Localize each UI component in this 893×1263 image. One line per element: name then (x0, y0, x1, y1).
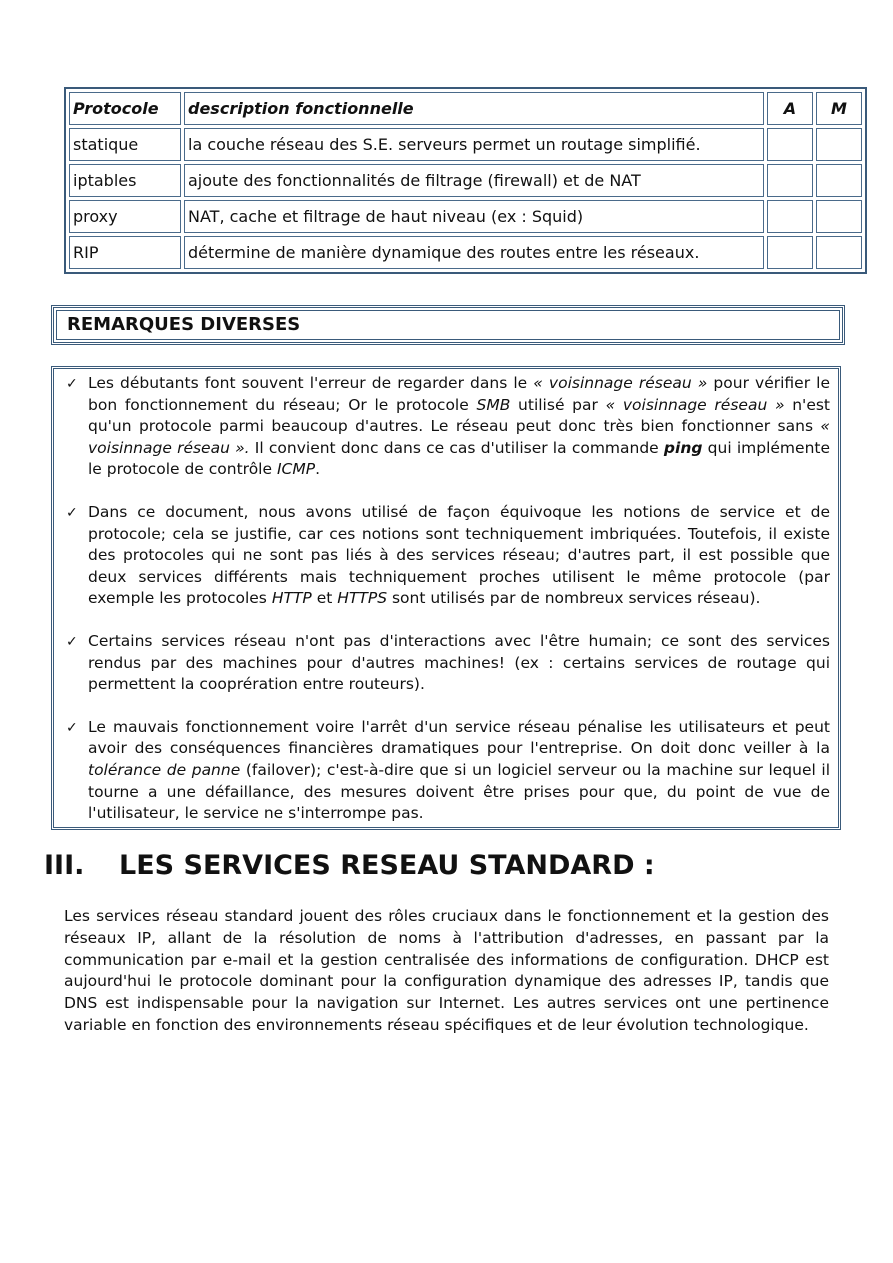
header-protocol: Protocole (69, 92, 181, 125)
table-header-row (69, 92, 862, 125)
table-row (69, 200, 862, 233)
remark-text: tolérance de panne (88, 760, 241, 779)
table-row (69, 164, 862, 197)
remarks-title: REMARQUES DIVERSES (56, 310, 840, 340)
cell-description: NAT, cache et filtrage de haut niveau (ex : Squid) (184, 200, 764, 233)
check-icon: ✓ (66, 376, 78, 392)
cell-protocol: proxy (69, 200, 181, 233)
cell-m (816, 236, 862, 269)
protocol-table (64, 87, 867, 274)
table-row (69, 236, 862, 269)
check-icon: ✓ (66, 633, 78, 650)
cell-description: la couche réseau des S.E. serveurs permet un routage simplifié. (184, 128, 764, 161)
remark-text: SMB (476, 395, 511, 414)
remark-text: et (311, 589, 338, 608)
remark-text: n'est qu'un protocole parmi beaucoup d'autres. Le réseau peut donc très bien fonctionner sans (88, 395, 831, 436)
cell-protocol: statique (69, 128, 181, 161)
remark-text: HTTP (271, 589, 312, 608)
section-heading (44, 850, 655, 881)
remark-text: Dans ce document, nous avons utilisé de façon équivoque les notions de service et de protocole; cela se justifie, car ces notions sont techniquement imbriquées. Toutefois, il existe des protocoles qui ne sont pas liés à des services réseau; d'autres part, il est possible que deux services différents mais techniquement proches utilisent le même protocole (par exemple les protocoles (88, 502, 830, 608)
cell-a (767, 128, 813, 161)
cell-a (767, 164, 813, 197)
remark-text: sont utilisés par de nombreux services réseau). (387, 589, 761, 608)
remark-text: « voisinnage réseau » (605, 395, 785, 414)
remark-text: Certains services réseau n'ont pas d'interactions avec l'être humain; ce sont des services rendus par des machines pour d'autres machines! (ex : certains services de routage qui permettent la cooprération entre routeurs). (88, 631, 830, 694)
remark-text: pour vérifier le bon fonctionnement du réseau; Or le protocole (88, 374, 831, 414)
remark-text: ICMP (276, 460, 316, 479)
remark-text: Il convient donc dans ce cas d'utiliser la commande (249, 438, 664, 457)
remarks-header-box (51, 305, 845, 345)
remark-text: Le mauvais fonctionnement voire l'arrêt d'un service réseau pénalise les utilisateurs et peut avoir des conséquences financières dramatiques pour l'entreprise. On doit donc veiller à la (88, 717, 830, 758)
remark-text: ping (663, 438, 703, 457)
cell-protocol: RIP (69, 236, 181, 269)
remark-text: qui implémente le protocole de contrôle (88, 438, 830, 479)
check-icon: ✓ (66, 504, 78, 521)
remark-text: HTTPS (337, 589, 388, 608)
remark-text: « voisinnage réseau » (533, 374, 708, 392)
remarks-box (51, 366, 841, 830)
remark-text: utilisé par (510, 395, 606, 414)
remark-text: . (315, 460, 321, 479)
cell-protocol: iptables (69, 164, 181, 197)
header-description: description fonctionnelle (184, 92, 764, 125)
remark-item (58, 502, 834, 610)
header-m: M (816, 92, 862, 125)
remark-item (58, 631, 834, 696)
remark-text: Les débutants font souvent l'erreur de regarder dans le (88, 374, 534, 392)
remark-item (58, 373, 834, 481)
cell-a (767, 236, 813, 269)
remark-text: « voisinnage réseau ». (88, 417, 830, 457)
remarks-list (58, 373, 834, 825)
remark-item (58, 717, 834, 825)
remark-text: (failover); c'est-à-dire que si un logiciel serveur ou la machine sur lequel il tourne a une défaillance, des mesures doivent être prises pour que, du point de vue de l'utilisateur, le service ne s'interrompe pas. (88, 760, 831, 823)
cell-m (816, 200, 862, 233)
table-row (69, 128, 862, 161)
check-icon: ✓ (66, 719, 78, 736)
cell-description: détermine de manière dynamique des routes entre les réseaux. (184, 236, 764, 269)
section-paragraph: Les services réseau standard jouent des rôles cruciaux dans le fonctionnement et la gestion des réseaux IP, allant de la résolution de noms à l'attribution d'adresses, en passant par la communication par e-mail et la gestion centralisée des informations de configuration. DHCP est aujourd'hui le protocole dominant pour la configuration dynamique des adresses IP, tandis que DNS est indispensable pour la navigation sur Internet. Les autres services ont une pertinence variable en fonction des environnements réseau spécifiques et de leur évolution technologique. (64, 907, 829, 1034)
cell-a (767, 200, 813, 233)
section-title: LES SERVICES RESEAU STANDARD : (119, 850, 655, 881)
cell-description: ajoute des fonctionnalités de filtrage (firewall) et de NAT (184, 164, 764, 197)
cell-m (816, 164, 862, 197)
section-number: III. (44, 850, 85, 881)
cell-m (816, 128, 862, 161)
header-a: A (767, 92, 813, 125)
